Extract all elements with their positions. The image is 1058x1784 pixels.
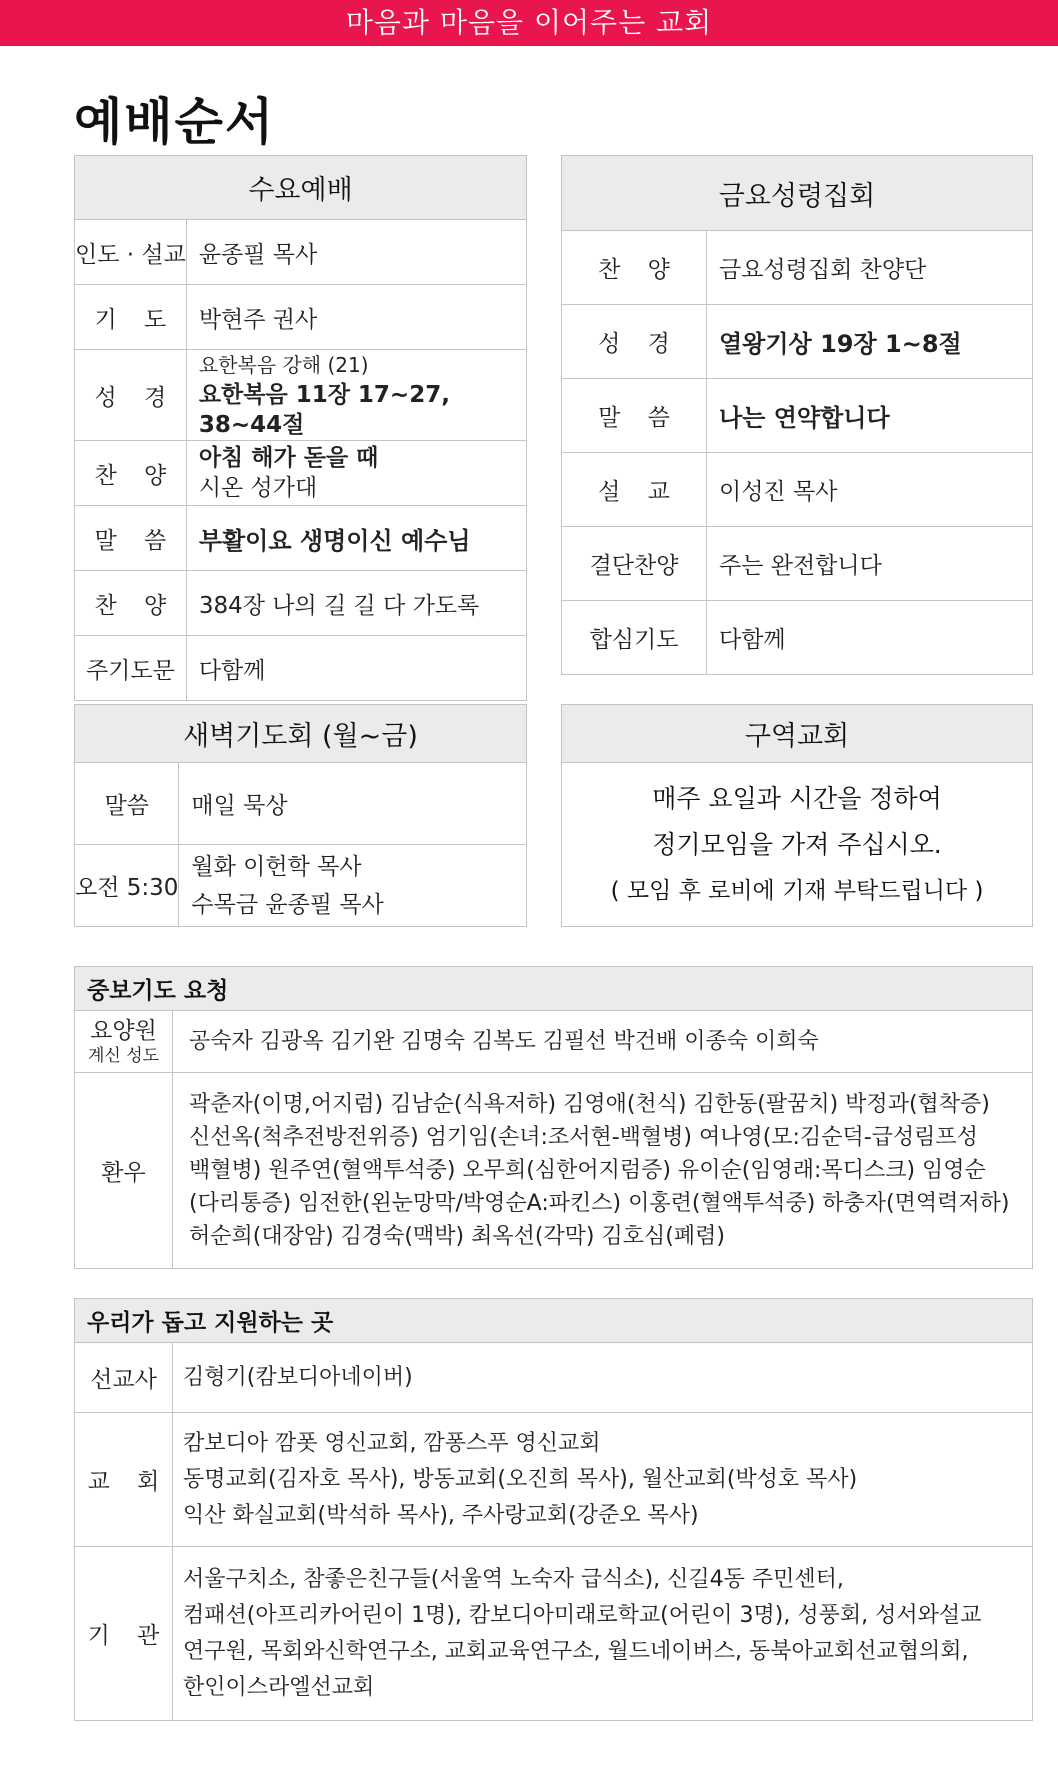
district-notice (562, 763, 1033, 927)
fri-label-decision-hymn: 결단찬양 (562, 527, 707, 601)
fri-label-message: 말 씀 (562, 379, 707, 453)
row-value-sermon: 부활이요 생명이신 예수님 (186, 506, 526, 571)
dawn-value-word: 매일 묵상 (179, 763, 527, 845)
fri-label-group-prayer: 합심기도 (562, 601, 707, 675)
fri-value-scripture: 열왕기상 19장 1~8절 (707, 305, 1033, 379)
nursing-home-members: 공숙자 김광옥 김기완 김명숙 김복도 김필선 박건배 이종숙 이희숙 (173, 1011, 1033, 1073)
page-title: 예배순서 (74, 93, 276, 151)
support-title: 우리가 돕고 지원하는 곳 (75, 1299, 1033, 1343)
district-church-table (561, 704, 1033, 927)
district-church-title: 구역교회 (562, 705, 1033, 763)
district-notice-line-2: 정기모임을 가져 주십시오. (652, 829, 942, 859)
fri-value-message: 나는 연약합니다 (707, 379, 1033, 453)
wednesday-service-title: 수요예배 (75, 156, 527, 220)
fri-label-praise: 찬 양 (562, 231, 707, 305)
nursing-home-label-sub: 계신 성도 (87, 1045, 160, 1066)
hymn-title: 아침 해가 돋을 때 (198, 445, 379, 471)
hymn-choir: 시온 성가대 (198, 475, 318, 501)
dawn-value-leaders (179, 845, 527, 927)
row-value-lords-prayer: 다함께 (186, 636, 526, 701)
nursing-home-label-main: 요양원 (90, 1017, 157, 1044)
row-label-sermon: 말 씀 (75, 506, 187, 571)
district-notice-line-3: ( 모임 후 로비에 기재 부탁드립니다 ) (610, 877, 984, 904)
intercessory-prayer-title: 중보기도 요청 (75, 967, 1033, 1011)
fri-value-group-prayer: 다함께 (707, 601, 1033, 675)
dawn-leader-monday: 월화 이헌학 목사 (191, 853, 362, 880)
patients-label: 환우 (75, 1073, 173, 1269)
dawn-label-time: 오전 5:30 (75, 845, 179, 927)
row-label-leader: 인도 · 설교 (75, 220, 187, 285)
missionary-label: 선교사 (75, 1343, 173, 1413)
fri-label-scripture: 성 경 (562, 305, 707, 379)
support-table (74, 1298, 1033, 1721)
dawn-label-word: 말씀 (75, 763, 179, 845)
dawn-leader-wednesday: 수목금 윤종필 목사 (191, 891, 384, 918)
nursing-home-label (75, 1011, 173, 1073)
row-label-closing-hymn: 찬 양 (75, 571, 187, 636)
wednesday-service-table (74, 155, 527, 701)
dawn-prayer-table (74, 704, 527, 927)
fri-value-praise: 금요성령집회 찬양단 (707, 231, 1033, 305)
row-label-lords-prayer: 주기도문 (75, 636, 187, 701)
intercessory-prayer-table (74, 966, 1033, 1269)
row-value-scripture (186, 350, 526, 441)
scripture-passage: 요한복음 11장 17~27, 38~44절 (198, 382, 450, 438)
district-notice-line-1: 매주 요일과 시간을 정하여 (652, 783, 942, 813)
row-value-hymn (186, 441, 526, 506)
row-value-closing-hymn: 384장 나의 길 길 다 가도록 (186, 571, 526, 636)
church-list: 캄보디아 깜폿 영신교회, 깜퐁스푸 영신교회 동명교회(김자호 목사), 방동교회(오진희 목사), 월산교회(박성호 목사) 익산 화실교회(박석하 목사), 주사랑교회(강준오 목사) (173, 1413, 1033, 1547)
row-label-prayer: 기 도 (75, 285, 187, 350)
dawn-prayer-title: 새벽기도회 (월~금) (75, 705, 527, 763)
missionary-value: 김형기(캄보디아네이버) (173, 1343, 1033, 1413)
organization-label: 기 관 (75, 1547, 173, 1721)
row-value-leader: 윤종필 목사 (186, 220, 526, 285)
friday-service-table (561, 155, 1033, 675)
fri-value-decision-hymn: 주는 완전합니다 (707, 527, 1033, 601)
patients-list: 곽춘자(이명,어지럼) 김남순(식욕저하) 김영애(천식) 김한동(팔꿈치) 박정과(협착증) 신선옥(척추전방전위증) 엄기임(손녀:조서현-백혈병) 여나영(모:김순덕-급성림프성 백혈병) 원주연(혈액투석중) 오무희(심한어지럼증) 유이순(임영래:목디스크) 임영순 (다리통증) 임전한(왼눈망막/박영순A:파킨스) 이홍련(혈액투석중) 하충자(면역력저하) 허순희(대장암) 김경숙(맥박) 최옥선(각막) 김호심(폐렴) (173, 1073, 1033, 1269)
scripture-series: 요한복음 강해 (21) (198, 353, 369, 377)
row-value-prayer: 박현주 권사 (186, 285, 526, 350)
fri-value-preacher: 이성진 목사 (707, 453, 1033, 527)
organization-list: 서울구치소, 참좋은친구들(서울역 노숙자 급식소), 신길4동 주민센터, 컴패션(아프리카어린이 1명), 캄보디아미래로학교(어린이 3명), 성풍회, 성서와설교 연구원, 목회와신학연구소, 교회교육연구소, 월드네이버스, 동북아교회선교협의회, 한인이스라엘선교회 (173, 1547, 1033, 1721)
friday-service-title: 금요성령집회 (562, 156, 1033, 231)
fri-label-preacher: 설 교 (562, 453, 707, 527)
row-label-scripture: 성 경 (75, 350, 187, 441)
row-label-hymn: 찬 양 (75, 441, 187, 506)
top-banner: 마음과 마음을 이어주는 교회 (0, 0, 1058, 46)
church-label: 교 회 (75, 1413, 173, 1547)
